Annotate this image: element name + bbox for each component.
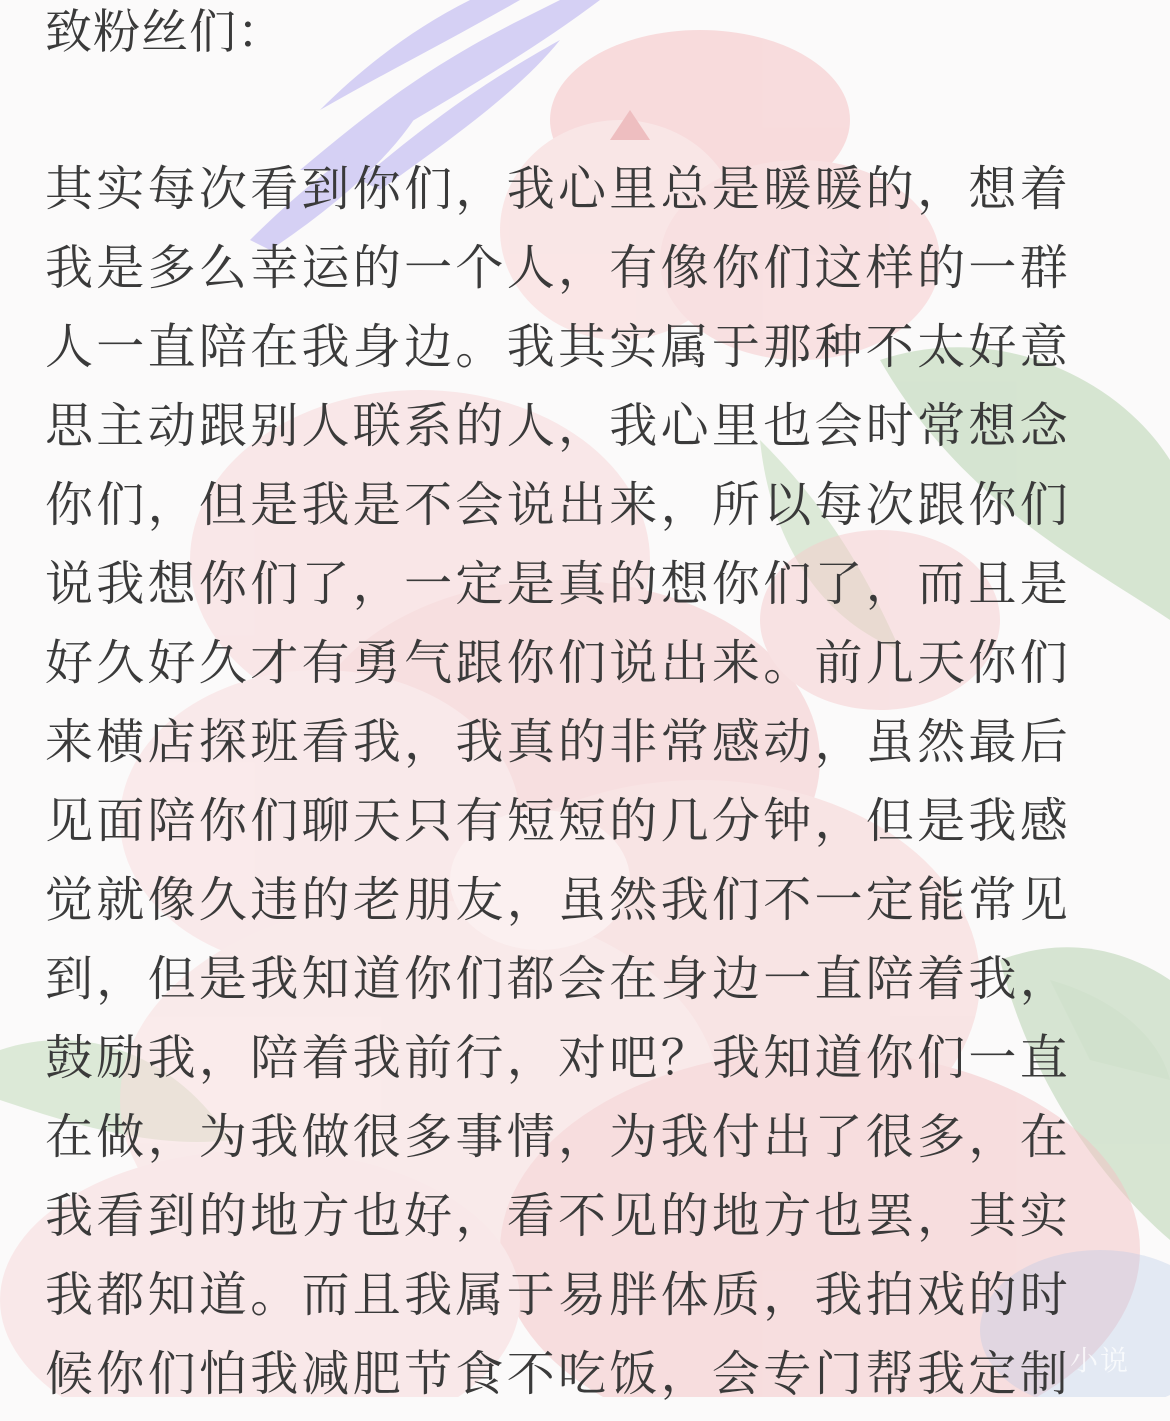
letter-line: 思主动跟别人联系的人，我心里也会时常想念	[45, 398, 1072, 454]
letter-line: 人一直陪在我身边。我其实属于那种不太好意	[45, 319, 1072, 375]
letter-line: 我都知道。而且我属于易胖体质，我拍戏的时	[45, 1267, 1072, 1323]
letter-line: 你们，但是我是不会说出来，所以每次跟你们	[45, 477, 1072, 533]
letter-line: 说我想你们了，一定是真的想你们了，而且是	[45, 556, 1072, 612]
letter-line: 候你们怕我减肥节食不吃饭，会专门帮我定制	[45, 1346, 1072, 1402]
letter-line: 觉就像久违的老朋友，虽然我们不一定能常见	[45, 872, 1072, 928]
letter-line: 在做，为我做很多事情，为我付出了很多，在	[45, 1109, 1072, 1165]
letter-line: 到，但是我知道你们都会在身边一直陪着我，	[45, 951, 1072, 1007]
letter-line: 我是多么幸运的一个人，有像你们这样的一群	[45, 240, 1072, 296]
letter-line: 来横店探班看我，我真的非常感动，虽然最后	[45, 714, 1072, 770]
letter-greeting: 致粉丝们：	[45, 5, 285, 60]
letter-line: 其实每次看到你们，我心里总是暖暖的，想着	[45, 161, 1072, 217]
letter-line: 我看到的地方也好，看不见的地方也罢，其实	[45, 1188, 1072, 1244]
letter-line: 见面陪你们聊天只有短短的几分钟，但是我感	[45, 793, 1072, 849]
watermark-text: 小说	[1069, 1344, 1130, 1377]
letter-line: 好久好久才有勇气跟你们说出来。前几天你们	[45, 635, 1072, 691]
letter-line: 鼓励我，陪着我前行，对吧？我知道你们一直	[45, 1030, 1072, 1086]
letter-body	[45, 157, 1071, 1421]
